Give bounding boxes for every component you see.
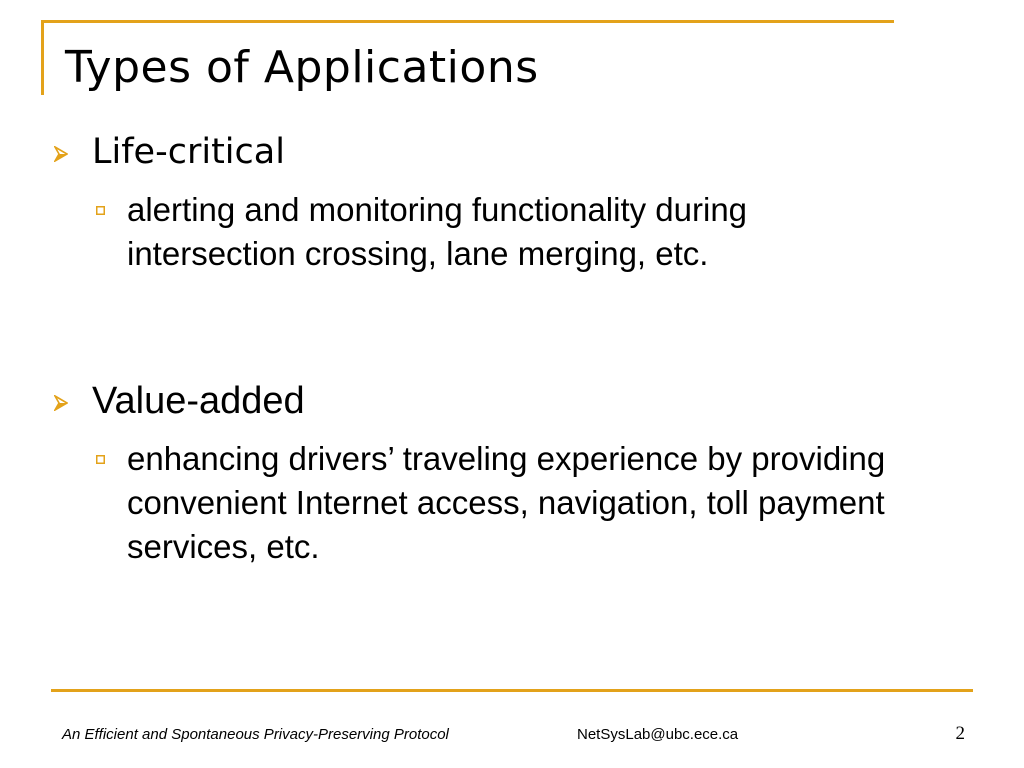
- sub-bullet-line: intersection crossing, lane merging, etc.: [127, 235, 709, 272]
- sub-bullet-life-critical: [127, 188, 747, 276]
- bullet-heading-value-added: Value-added: [92, 380, 305, 422]
- slide-title: Types of Applications: [65, 42, 539, 93]
- arrowhead-bullet-icon: [54, 146, 68, 162]
- hollow-square-bullet-icon: [96, 206, 105, 215]
- sub-bullet-line: alerting and monitoring functionality during: [127, 191, 748, 228]
- arrowhead-bullet-icon: [54, 395, 68, 411]
- hollow-square-bullet-icon: [96, 455, 105, 464]
- title-frame-top-rule: [41, 20, 894, 23]
- title-frame-left-rule: [41, 20, 44, 95]
- bullet-heading-life-critical: Life-critical: [92, 132, 285, 172]
- footer-rule: [51, 689, 973, 692]
- sub-bullet-value-added: [127, 437, 885, 569]
- footer-presentation-title: An Efficient and Spontaneous Privacy-Preserving Protocol: [62, 726, 449, 743]
- sub-bullet-line: convenient Internet access, navigation, toll payment: [127, 484, 885, 521]
- page-number: 2: [955, 723, 965, 744]
- footer-contact-email: NetSysLab@ubc.ece.ca: [577, 726, 739, 743]
- sub-bullet-line: services, etc.: [127, 528, 320, 565]
- sub-bullet-line: enhancing drivers’ traveling experience by providing: [127, 440, 886, 477]
